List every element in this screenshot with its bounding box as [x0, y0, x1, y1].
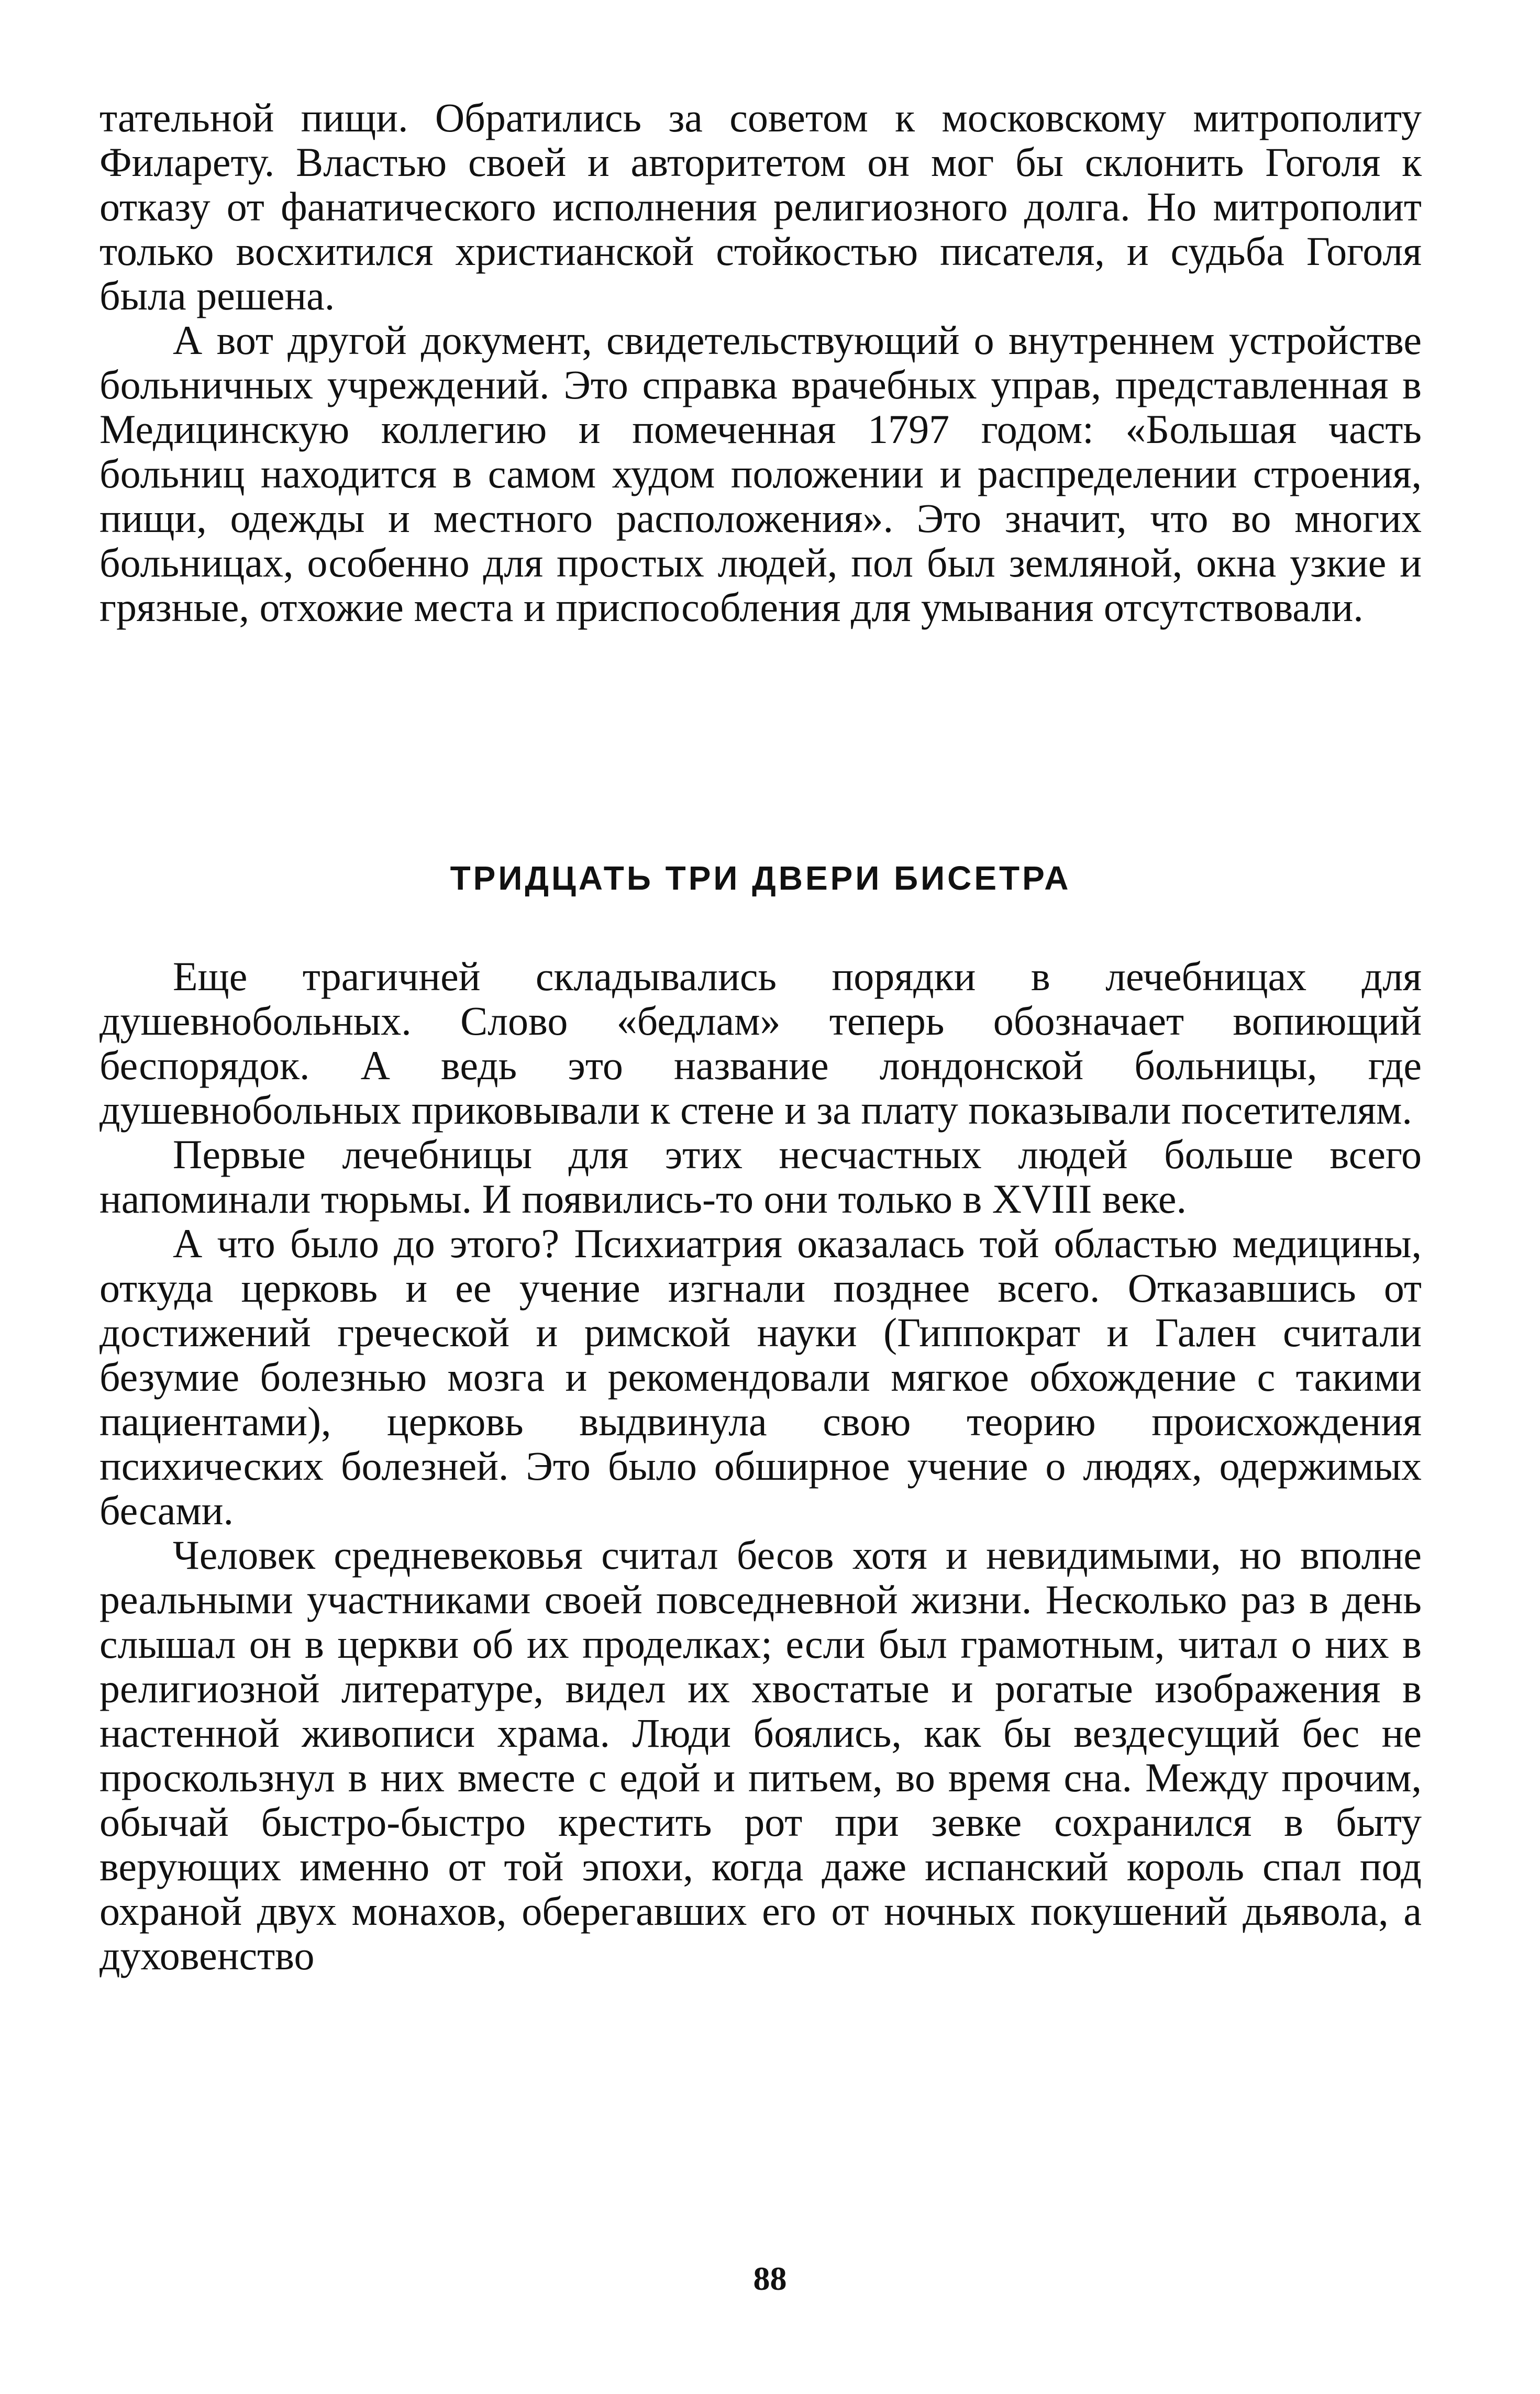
page-number: 88: [753, 2260, 787, 2297]
paragraph: Первые лечебницы для этих несчастных людей больше всего напоминали тюрьмы. И появились-то они только в XVIII веке.: [99, 1132, 1422, 1222]
section-title: ТРИДЦАТЬ ТРИ ДВЕРИ БИСЕТРА: [450, 859, 1071, 897]
paragraph-continuation: тательной пищи. Обратились за советом к московскому митрополиту Филарету. Властью своей и авторитетом он мог бы склонить Гоголя к отказу от фанатического исполнения религиозного долга. Но митрополит только восхитился христианской стойкостью писателя, и судьба Гоголя была решена.: [99, 95, 1422, 318]
paragraph: А вот другой документ, свидетельствующий о внутреннем устройстве больничных учреждений. Это справка врачебных управ, представленная в Медицинскую коллегию и помеченная 1797 годом: «Большая часть больниц находится в самом худом положении и распределении строения, пищи, одежды и местного расположения». Это значит, что во многих больницах, особенно для простых людей, пол был земляной, окна узкие и грязные, отхожие места и приспособления для умывания отсутствовали.: [99, 317, 1422, 630]
paragraph: Еще трагичней складывались порядки в лечебницах для душевнобольных. Слово «бедлам» теперь обозначает вопиющий беспорядок. А ведь это название лондонской больницы, где душевнобольных приковывали к стене и за плату показывали посетителям.: [99, 954, 1422, 1133]
paragraph: А что было до этого? Психиатрия оказалась той областью медицины, откуда церковь и ее учение изгнали позднее всего. Отказавшись от достижений греческой и римской науки (Гиппократ и Гален считали безумие болезнью мозга и рекомендовали мягкое обхождение с такими пациентами), церковь выдвинула свою теорию происхождения психических болезней. Это было обширное учение о людях, одержимых бесами.: [99, 1221, 1422, 1533]
section-text-block: [99, 954, 1422, 1978]
top-text-block: [99, 95, 1422, 629]
paragraph: Человек средневековья считал бесов хотя и невидимыми, но вполне реальными участниками своей повседневной жизни. Несколько раз в день слышал он в церкви об их проделках; если был грамотным, читал о них в религиозной литературе, видел их хвостатые и рогатые изображения в настенной живописи храма. Люди боялись, как бы вездесущий бес не проскользнул в них вместе с едой и питьем, во время сна. Между прочим, обычай быстро-быстро крестить рот при зевке сохранился в быту верующих именно от той эпохи, когда даже испанский король спал под охраной двух монахов, оберегавших его от ночных покушений дьявола, а духовенство: [99, 1532, 1422, 1978]
